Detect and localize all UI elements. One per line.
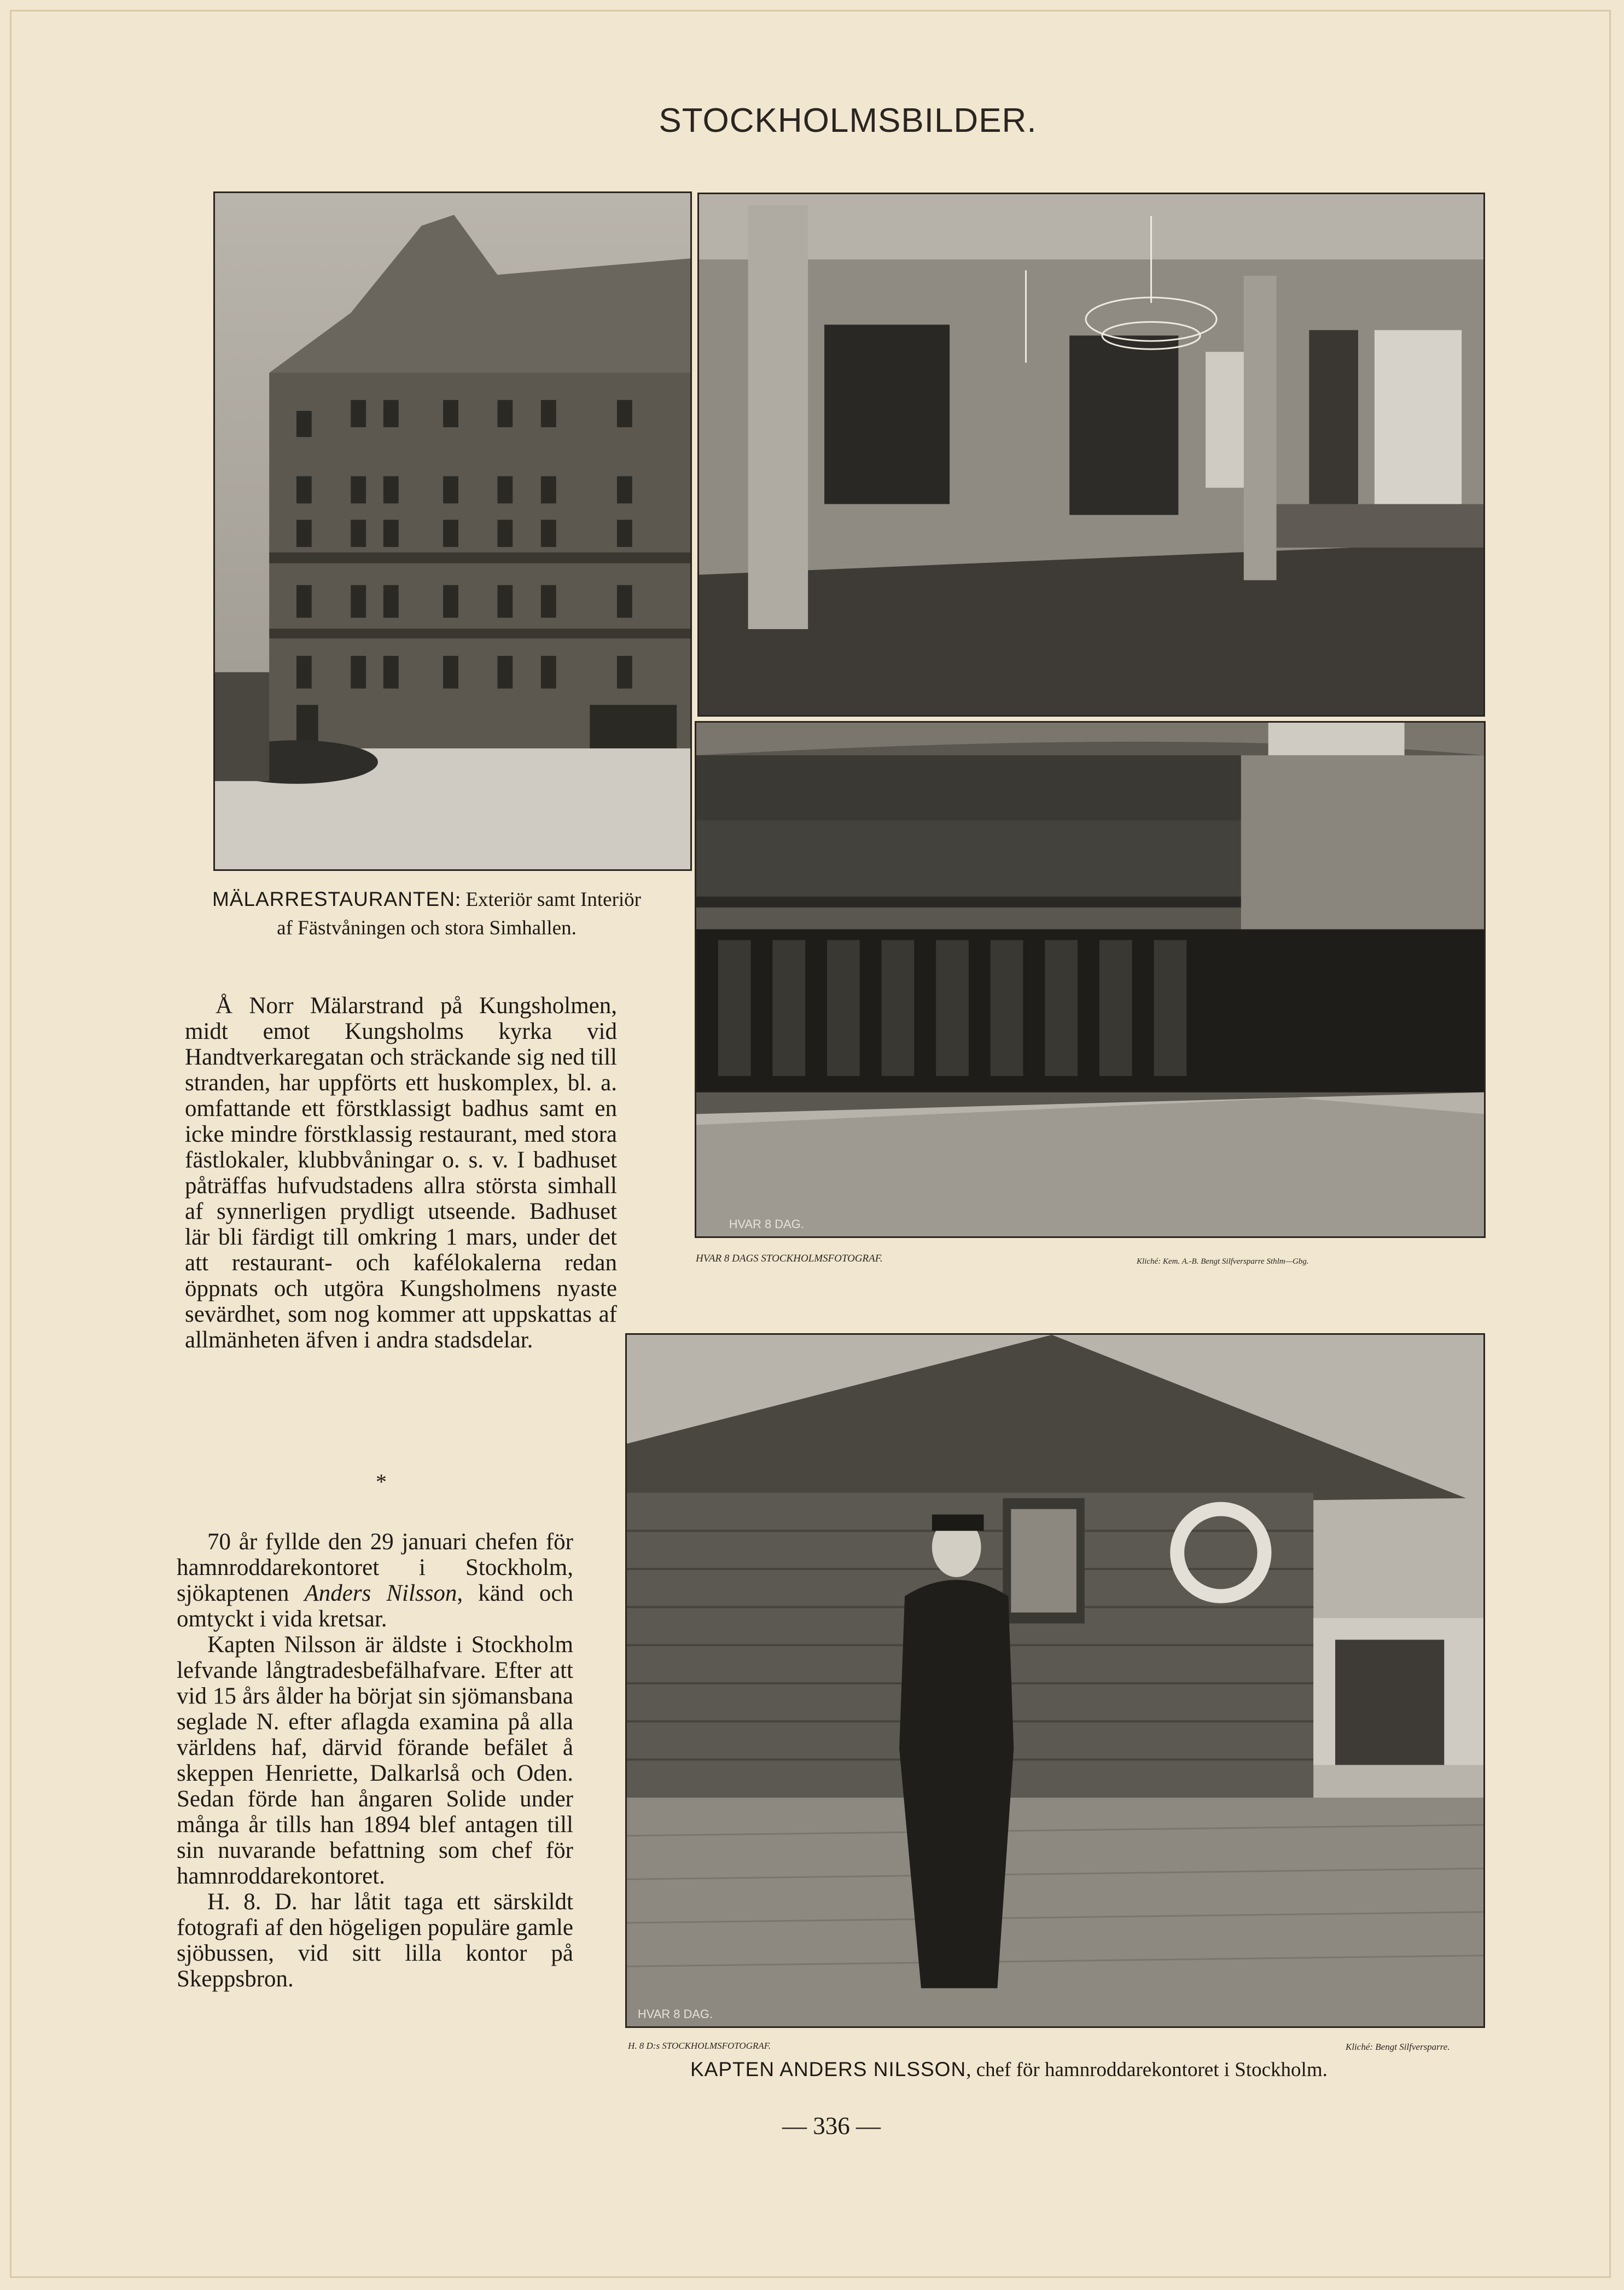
article2-p3: H. 8. D. har låtit taga ett särskildt fotografi af den högeligen populäre gamle sjöbussen, vid sitt lilla kontor på Skeppsbron.: [177, 1889, 573, 1992]
article2-p1: [177, 1529, 573, 1632]
photo-portrait: [625, 1333, 1485, 2028]
building-photo-icon: [215, 193, 690, 869]
caption-malarrestauranten: [186, 885, 667, 943]
credit-top-right: Kliché: Kem. A.-B. Bengt Silfversparre Sthlm—Gbg.: [1137, 1257, 1309, 1266]
caption-malar-caps: MÄLARRESTAURANTEN: [212, 888, 455, 910]
page-number: — 336 —: [782, 2112, 881, 2140]
section-separator: *: [376, 1469, 387, 1494]
article2-name: Anders Nilsson: [304, 1580, 457, 1606]
swimming-hall-photo-icon: [696, 723, 1484, 1236]
caption-malar-line2: af Fästvåningen och stora Simhallen.: [277, 917, 577, 939]
portrait-watermark: HVAR 8 DAG.: [637, 2007, 713, 2021]
captain-portrait-photo-icon: [627, 1335, 1483, 2026]
photo-festsal: [697, 193, 1485, 717]
article-anders-nilsson: [177, 1529, 573, 1992]
credit-top-left: HVAR 8 DAGS STOCKHOLMSFOTOGRAF.: [696, 1253, 883, 1264]
credit-bottom-left: H. 8 D:s STOCKHOLMSFOTOGRAF.: [628, 2041, 771, 2051]
caption-nilsson-caps: KAPTEN ANDERS NILSSON: [690, 2058, 967, 2080]
caption-malar-rest: : Exteriör samt Interiör: [455, 888, 642, 911]
article1-text: Å Norr Mälarstrand på Kungsholmen, midt emot Kungsholms kyrka vid Handtverkaregatan och sträckande sig ned till stranden, har uppförts ett huskomplex, bl. a. omfattande ett förstklassigt badhus samt en icke mindre förstklassig restaurant, med stora fästlokaler, klubbvåningar o. s. v. I badhuset påträffas hufvudstadens allra största simhall af synnerligen prydligt utseende. Badhuset lär bli färdigt till omkring 1 mars, under det att restaurant- och kafélokalerna redan öppnats och utgöra Kungsholmens nyaste sevärdhet, som nog kommer att uppskattas af allmänheten äfven i andra stadsdelar.: [185, 993, 617, 1353]
simhall-watermark: HVAR 8 DAG.: [729, 1217, 804, 1231]
credit-bottom-right: Kliché: Bengt Silfversparre.: [1346, 2042, 1450, 2052]
photo-exterior: [213, 191, 692, 871]
page-header: STOCKHOLMSBILDER.: [659, 102, 1037, 140]
ballroom-photo-icon: [699, 194, 1483, 715]
article2-p1-before: 70 år fyllde den 29 januari chefen för hamnroddarekontoret i Stockholm, sjökaptenen: [177, 1529, 573, 1606]
article2-p2: Kapten Nilsson är äldste i Stockholm lefvande långtradesbefälhafvare. Efter att vid 15 års ålder ha börjat sin sjömansbana seglade N. efter aflagda examina på alla världens haf, därvid förande befälet å skeppen Henriette, Dalkarlså och Oden. Sedan förde han ångaren Solide under många år tills han 1894 blef antagen till sin nuvarande befattning som chef för hamnroddarekontoret.: [177, 1632, 573, 1889]
caption-nilsson-rest: , chef för hamnroddarekontoret i Stockholm.: [966, 2059, 1328, 2081]
article2-p1-after: , känd och omtyckt i vida kretsar.: [177, 1580, 573, 1632]
caption-kapten-nilsson: [690, 2058, 1328, 2082]
photo-simhall: [695, 721, 1486, 1238]
article-malarrestauranten: [185, 993, 617, 1353]
